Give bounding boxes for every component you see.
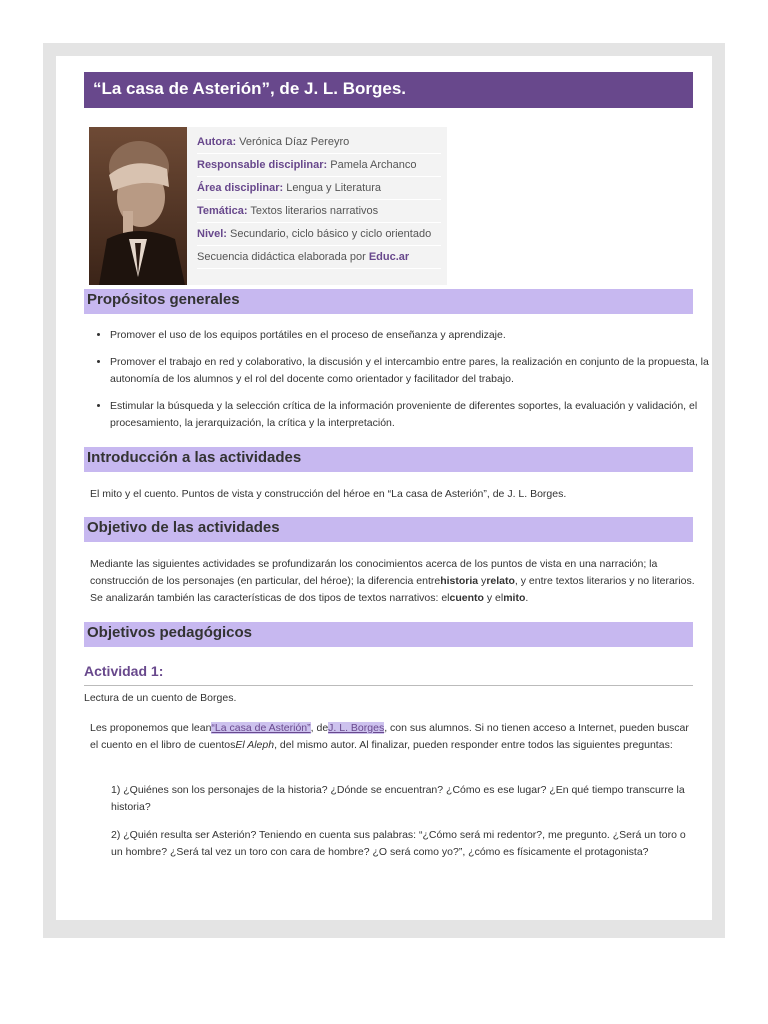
meta-label: Temática:	[197, 205, 248, 217]
actividad-text: , con sus alumnos. Si no tienen acceso a Internet, pueden buscar el cuento en el libro de cuentos	[90, 722, 689, 751]
author-portrait	[89, 127, 187, 285]
meta-row-responsable	[197, 154, 441, 177]
objetivo-bold-relato: relato	[486, 575, 515, 587]
meta-value: Verónica Díaz Pereyro	[236, 136, 350, 148]
meta-row-credit	[197, 246, 441, 269]
actividad-text: , del mismo autor. Al finalizar, pueden responder entre todos las siguientes preguntas:	[274, 739, 673, 751]
section-introduccion-heading: Introducción a las actividades	[84, 447, 693, 472]
section-pedagogicos-heading: Objetivos pedagógicos	[84, 622, 693, 647]
objetivo-text: y	[478, 575, 487, 587]
document-page	[56, 56, 712, 920]
page-frame	[43, 43, 725, 938]
meta-label: Área disciplinar:	[197, 182, 284, 194]
meta-row-area	[197, 177, 441, 200]
objetivo-bold-historia: historia	[440, 575, 479, 587]
objetivo-text: y el	[483, 592, 504, 604]
credit-text: Secuencia didáctica elaborada por	[197, 251, 369, 263]
meta-value: Pamela Archanco	[327, 159, 417, 171]
info-box	[89, 127, 447, 285]
meta-label: Autora:	[197, 136, 237, 148]
meta-value: Textos literarios narrativos	[247, 205, 379, 217]
asterion-link[interactable]: “La casa de Asterión”	[211, 722, 311, 734]
meta-value: Secundario, ciclo básico y ciclo orientado	[226, 228, 432, 240]
meta-row-nivel	[197, 223, 441, 246]
actividad-intro: Lectura de un cuento de Borges.	[84, 692, 237, 704]
actividad-text: , de	[310, 722, 329, 734]
objetivo-text: Mediante las siguientes actividades se profundizarán los conocimientos acerca de los puntos de vista en una narración; la construcción de los personajes (en particular, del héroe); la diferencia entre	[90, 558, 658, 587]
list-item: • Estimular la búsqueda y la selección crítica de la información proveniente de diferentes soportes, la evaluación y validación, el procesamiento, la jerarquización, la crítica y la interpretación.	[110, 398, 710, 432]
propositos-list	[88, 327, 710, 442]
introduccion-text: El mito y el cuento. Puntos de vista y construcción del héroe en “La casa de Asterión”, de J. L. Borges.	[90, 488, 567, 500]
metadata-list	[197, 131, 441, 269]
page-title: “La casa de Asterión”, de J. L. Borges.	[84, 72, 693, 108]
section-propositos-heading: Propósitos generales	[84, 289, 693, 314]
objetivo-text: , y entre textos literarios y no literarios. Se analizarán también las características de dos tipos de textos narrativos: el	[90, 575, 695, 604]
question-1: 1) ¿Quiénes son los personajes de la historia? ¿Dónde se encuentran? ¿Cómo es ese lugar? ¿En qué tiempo transcurre la historia?	[111, 784, 685, 813]
meta-label: Nivel:	[197, 228, 227, 240]
aleph-title: El Aleph	[235, 739, 275, 751]
question-2: 2) ¿Quién resulta ser Asterión? Teniendo en cuenta sus palabras: “¿Cómo será mi redentor?, me pregunto. ¿Será un toro o un hombre? ¿Será tal vez un toro con cara de hombre? ¿O será como yo?”, ¿cómo es físicamente el protagonista?	[111, 829, 686, 858]
objetivo-bold-mito: mito	[503, 592, 526, 604]
objetivo-text: .	[525, 592, 529, 604]
actividad-paragraph	[90, 720, 696, 754]
meta-row-autora	[197, 131, 441, 154]
meta-label: Responsable disciplinar:	[197, 159, 328, 171]
list-item: • Promover el uso de los equipos portátiles en el proceso de enseñanza y aprendizaje.	[110, 327, 710, 344]
objetivo-bold-cuento: cuento	[449, 592, 484, 604]
objetivo-paragraph	[90, 556, 696, 607]
actividad-text: Les proponemos que lean	[90, 722, 212, 734]
meta-value: Lengua y Literatura	[283, 182, 382, 194]
borges-link[interactable]: J. L. Borges	[328, 722, 385, 734]
section-objetivo-heading: Objetivo de las actividades	[84, 517, 693, 542]
educar-link[interactable]: Educ.ar	[368, 251, 410, 263]
list-item: • Promover el trabajo en red y colaborativo, la discusión y el intercambio entre pares, la realización en conjunto de la propuesta, la autonomía de los alumnos y el rol del docente como orientador y facilitador del trabajo.	[110, 354, 710, 388]
meta-row-tematica	[197, 200, 441, 223]
actividad-title: Actividad 1:	[84, 663, 693, 686]
